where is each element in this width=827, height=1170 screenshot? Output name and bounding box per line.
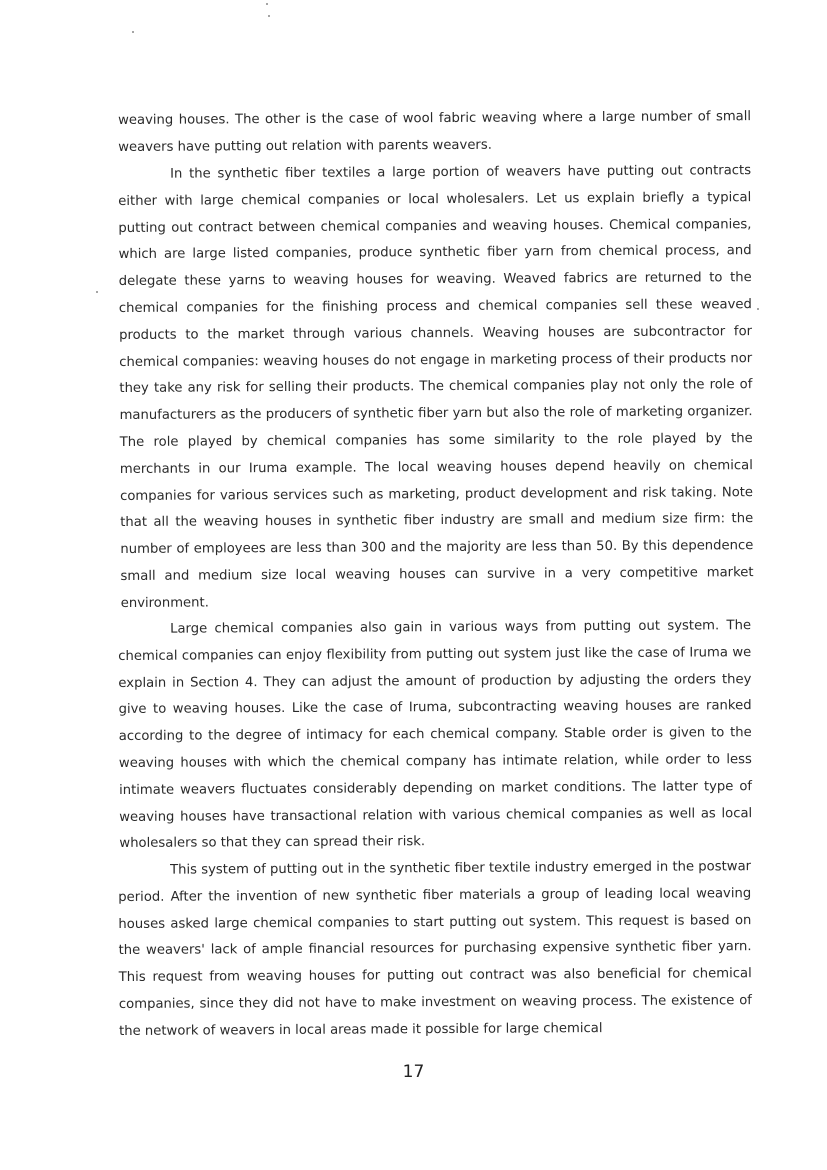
paragraph: In the synthetic fiber textiles a large portion of weavers have putting out contracts either with large chemical companies or local wholesalers. Let us explain briefly a typical putting out contract between chemical companies and weaving houses. Chemical companies, which are large listed companies, produce synthetic fiber yarn from chemical process, and delegate these yarns to weaving houses for weaving. Weaved fabrics are returned to the chemical companies for the finishing process and chemical companies sell these weaved products to the market through various channels. Weaving houses are subcontractor for chemical companies: weaving houses do not engage in marketing process of their products nor they take any risk for selling their products. The chemical companies play not only the role of manufacturers as the producers of synthetic fiber yarn but also the role of marketing organizer. The role played by chemical companies has some similarity to the role played by the merchants in our Iruma example. The local weaving houses depend heavily on chemical companies for various services such as marketing, product development and risk taking. Note that all the weaving houses in synthetic fiber industry are small and medium size firm: the number of employees are less than 300 and the majority are less than 50. By this dependence small and medium size local weaving houses can survive in a very competitive market environment.	[118, 162, 754, 611]
paragraph: weaving houses. The other is the case of wool fabric weaving where a large number of small weavers have putting out relation with parents weavers.	[118, 109, 752, 155]
scan-speck	[132, 31, 134, 33]
scan-speck	[266, 3, 268, 5]
page-number: 17	[402, 1062, 425, 1082]
body-text	[118, 108, 754, 1046]
paragraph: This system of putting out in the synthetic fiber textile industry emerged in the postwar period. After the invention of new synthetic fiber materials a group of leading local weaving houses asked large chemical companies to start putting out system. This request is based on the weavers' lack of ample financial resources for purchasing expensive synthetic fiber yarn. This request from weaving houses for putting out contract was also beneficial for chemical companies, since they did not have to make investment on weaving process. The existence of the network of weavers in local areas made it possible for large chemical	[118, 859, 752, 1040]
scan-speck	[268, 15, 270, 17]
scan-speck	[757, 308, 759, 310]
paragraph: Large chemical companies also gain in various ways from putting out system. The chemical companies can enjoy flexibility from putting out system just like the case of Iruma we explain in Section 4. They can adjust the amount of production by adjusting the orders they give to weaving houses. Like the case of Iruma, subcontracting weaving houses are ranked according to the degree of intimacy for each chemical company. Stable order is given to the weaving houses with which the chemical company has intimate relation, while order to less intimate weavers fluctuates considerably depending on market conditions. The latter type of weaving houses have transactional relation with various chemical companies as well as local wholesalers so that they can spread their risk.	[118, 618, 753, 852]
scan-speck	[96, 291, 98, 293]
